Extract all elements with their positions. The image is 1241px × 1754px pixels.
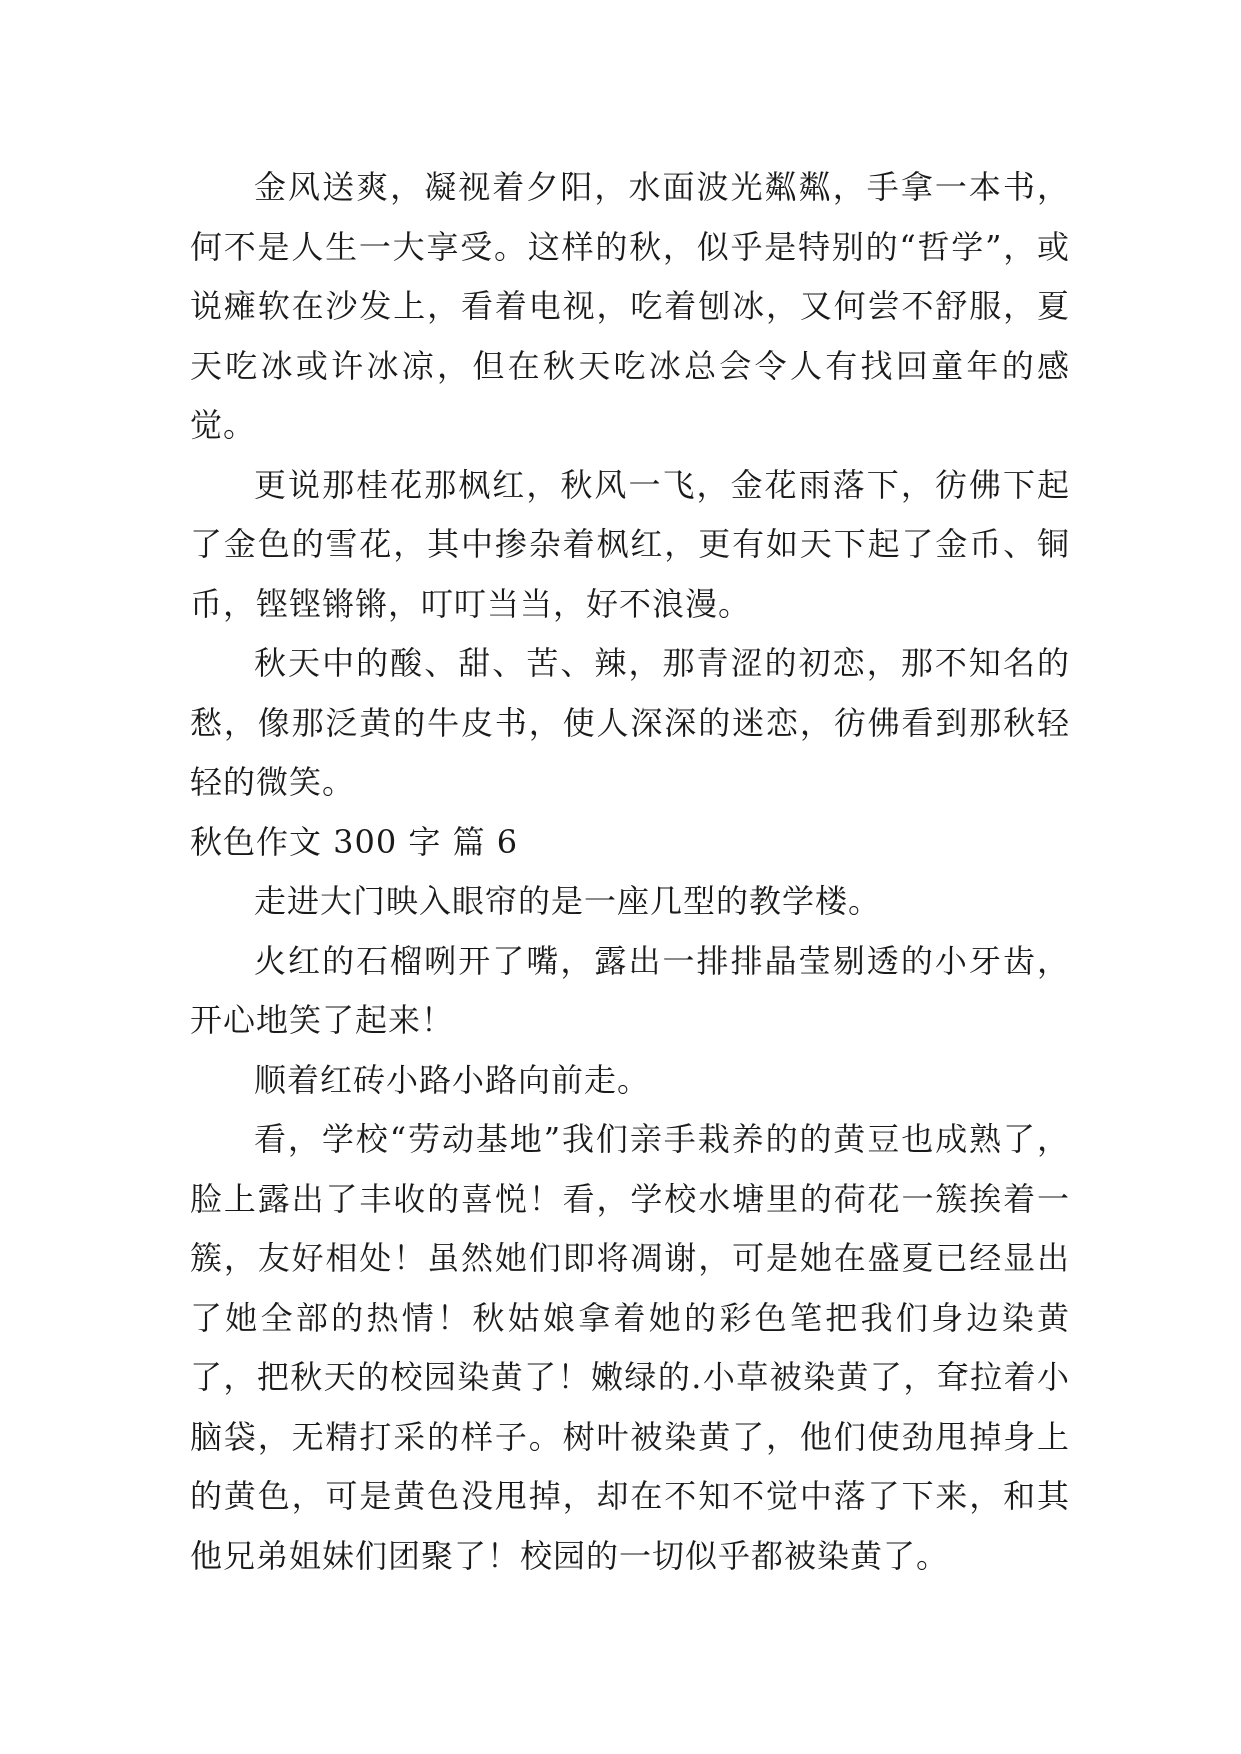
paragraph-brick-path: 顺着红砖小路小路向前走。 [254,1060,651,1099]
paragraph-school-gate: 走进大门映入眼帘的是一座几型的教学楼。 [254,882,882,920]
paragraph-autumn-flavors: 秋天中的酸、甜、苦、辣，那青涩的初恋，那不知名的愁，像那泛黄的牛皮书，使人深深的迷恋，彷佛看到那秋轻轻的微笑。 [190,644,1070,801]
document-page [190,158,1070,1586]
section-title: 秋色作文 300 字 篇 6 [190,822,519,861]
paragraph-pomegranate: 火红的石榴咧开了嘴，露出一排排晶莹剔透的小牙齿，开心地笑了起来！ [190,941,1070,1039]
paragraph-golden-breeze: 金风送爽，凝视着夕阳，水面波光粼粼，手拿一本书，何不是人生一大享受。这样的秋，似乎是特别的“哲学”，或说瘫软在沙发上，看着电视，吃着刨冰，又何尝不舒服，夏天吃冰或许冰凉，但在秋天吃冰总会令人有找回童年的感觉。 [190,168,1070,444]
paragraph-osmanthus-maple: 更说那桂花那枫红，秋风一飞，金花雨落下，彷佛下起了金色的雪花，其中掺杂着枫红，更有如天下起了金币、铜币，铿铿锵锵，叮叮当当，好不浪漫。 [190,465,1070,623]
paragraph-school-garden: 看，学校“劳动基地”我们亲手栽养的的黄豆也成熟了，脸上露出了丰收的喜悦！看，学校水塘里的荷花一簇挨着一簇，友好相处！虽然她们即将凋谢，可是她在盛夏已经显出了她全部的热情！秋姑娘拿着她的彩色笔把我们身边染黄了，把秋天的校园染黄了！嫩绿的.小草被染黄了，耷拉着小脑袋，无精打采的样子。树叶被染黄了，他们使劲甩掉身上的黄色，可是黄色没甩掉，却在不知不觉中落了下来，和其他兄弟姐妹们团聚了！校园的一切似乎都被染黄了。 [190,1120,1070,1575]
